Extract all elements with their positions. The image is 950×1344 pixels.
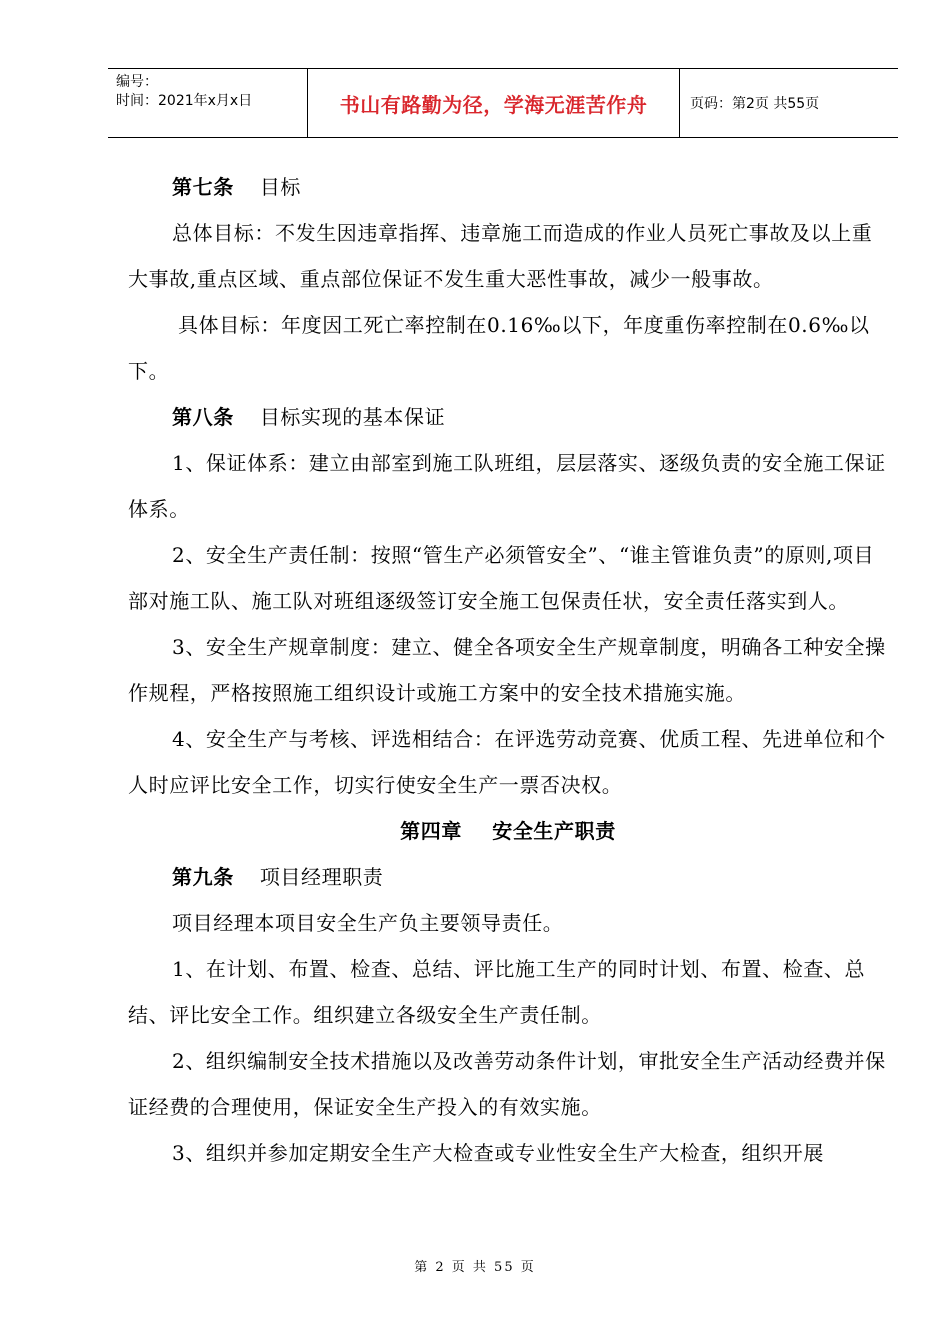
page-footer: 第 2 页 共 55 页 — [414, 1260, 536, 1275]
chapter4-title: 第四章 安全生产职责 — [400, 819, 616, 843]
article9-heading — [128, 854, 888, 900]
document-body — [128, 164, 888, 1176]
page-header — [108, 68, 898, 138]
article9-title: 第九条 — [172, 865, 234, 889]
article9-item-3: 3、组织并参加定期安全生产大检查或专业性安全生产大检查，组织开展 — [172, 1141, 824, 1165]
article8-item-2: 2、安全生产责任制：按照“管生产必须管安全”、“谁主管谁负责”的原则,项目部对施工队、施工队对班组逐级签订安全施工包保责任状，安全责任落实到人。 — [128, 543, 875, 613]
article8-heading-text: 目标实现的基本保证 — [259, 405, 446, 429]
header-meta — [108, 69, 308, 137]
article7-heading-text: 目标 — [259, 175, 302, 199]
article9-intro: 项目经理本项目安全生产负主要领导责任。 — [172, 911, 564, 935]
header-page-info: 页码：第2页 共55页 — [690, 96, 820, 112]
article8-item-3: 3、安全生产规章制度：建立、健全各项安全生产规章制度，明确各工种安全操作规程，严格按照施工组织设计或施工方案中的安全技术措施实施。 — [128, 635, 886, 705]
time-label: 时间：2021年x月x日 — [116, 93, 253, 109]
article8-item-1: 1、保证体系：建立由部室到施工队班组，层层落实、逐级负责的安全施工保证体系。 — [128, 451, 886, 521]
article7-paragraph-2: 具体目标：年度因工死亡率控制在0.16‰以下，年度重伤率控制在0.6‰以下。 — [128, 313, 870, 383]
article7-heading — [128, 164, 888, 210]
article9-item-1: 1、在计划、布置、检查、总结、评比施工生产的同时计划、布置、检查、总结、评比安全工作。组织建立各级安全生产责任制。 — [128, 957, 866, 1027]
code-label: 编号： — [116, 74, 158, 90]
article7-title: 第七条 — [172, 175, 234, 199]
article7-paragraph-1: 总体目标：不发生因违章指挥、违章施工而造成的作业人员死亡事故及以上重大事故,重点区域、重点部位保证不发生重大恶性事故，减少一般事故。 — [128, 221, 873, 291]
article8-item-4: 4、安全生产与考核、评选相结合：在评选劳动竞赛、优质工程、先进单位和个人时应评比安全工作，切实行使安全生产一票否决权。 — [128, 727, 886, 797]
article8-heading — [128, 394, 888, 440]
article9-item-2: 2、组织编制安全技术措施以及改善劳动条件计划，审批安全生产活动经费并保证经费的合理使用，保证安全生产投入的有效实施。 — [128, 1049, 886, 1119]
header-motto: 书山有路勤为径，学海无涯苦作舟 — [308, 69, 680, 137]
article9-heading-text: 项目经理职责 — [259, 865, 384, 889]
article8-title: 第八条 — [172, 405, 234, 429]
